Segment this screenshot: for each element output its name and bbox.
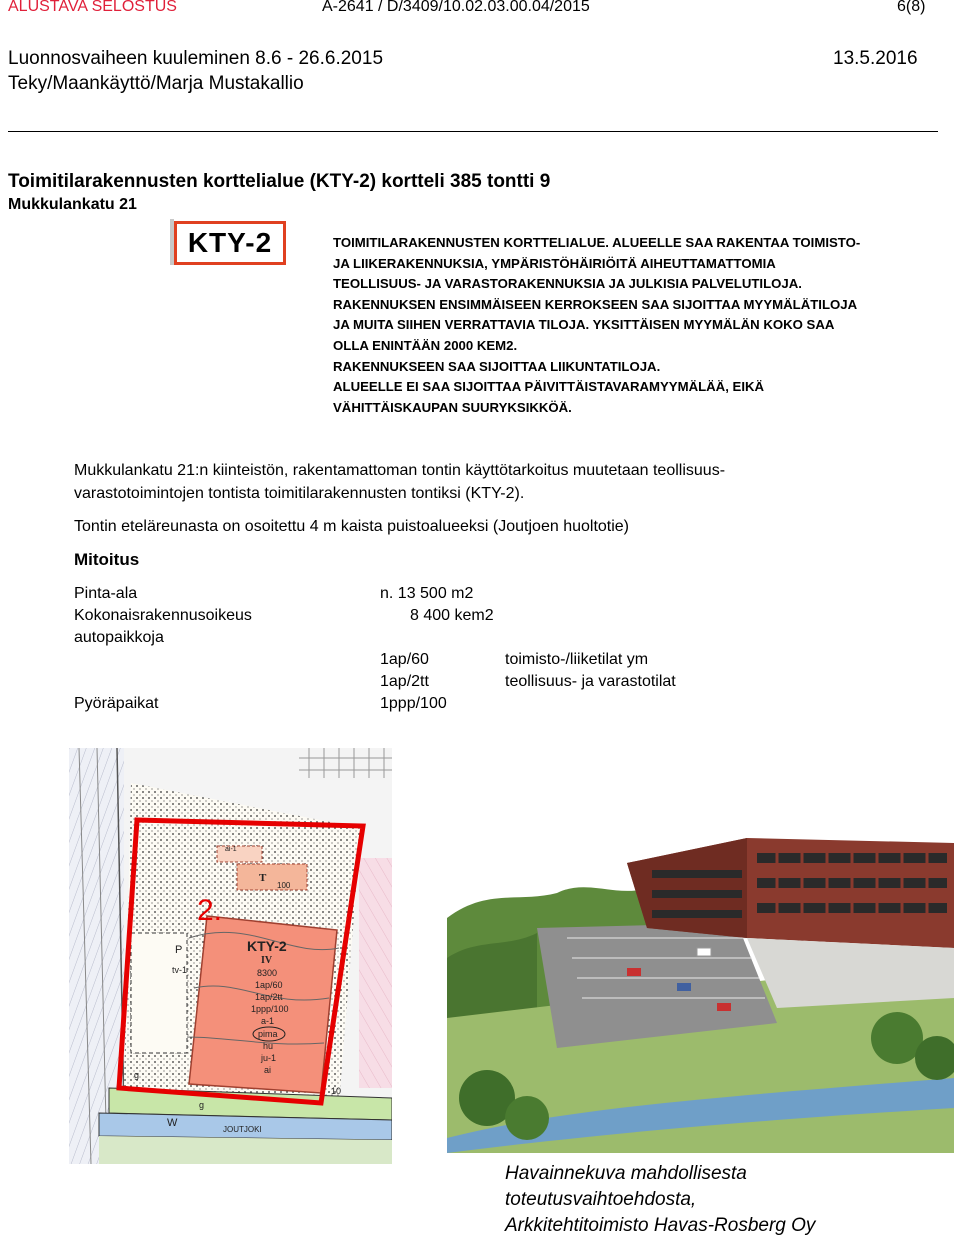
dimensioning-heading: Mitoitus: [74, 550, 140, 569]
map-reg-pima: pima: [258, 1029, 278, 1039]
map-g-label: g: [199, 1100, 205, 1110]
zoning-map-drawing: [69, 748, 392, 1164]
parking-industry-desc: teollisuus- ja varastotilat: [505, 673, 676, 690]
section-title: Toimitilarakennusten korttelialue (KTY-2) kortteli 385 tontti 9: [8, 171, 551, 192]
regulation-line: JA MUITA SIIHEN VERRATTAVIA TILOJA. YKSITTÄISEN MYYMÄLÄN KOKO SAA: [333, 317, 835, 333]
parking-office-desc: toimisto-/liiketilat ym: [505, 651, 649, 668]
regulation-line: TEOLLISUUS- JA VARASTORAKENNUKSIA JA JULKISIA PALVELUTILOJA.: [333, 276, 802, 292]
map-parking2: 1ap/2tt: [255, 992, 283, 1002]
car: [717, 1003, 731, 1011]
caption-line: Arkkitehtitoimisto Havas-Rosberg Oy: [505, 1215, 816, 1236]
zone-code-box: KTY-2: [174, 221, 286, 265]
regulation-line: OLLA ENINTÄÄN 2000 KEM2.: [333, 337, 518, 353]
map-bikes: 1ppp/100: [251, 1004, 289, 1014]
document-status: ALUSTAVA SELOSTUS: [8, 0, 177, 15]
map-marker: 2.: [197, 894, 223, 927]
area-label: Pinta-ala: [74, 585, 138, 602]
map-t-num: 100: [277, 881, 291, 890]
regulation-line: TOIMITILARAKENNUSTEN KORTTELIALUE. ALUEELLE SAA RAKENTAA TOIMISTO-: [333, 235, 861, 250]
map-w-label: W: [167, 1117, 178, 1129]
map-t-label: T: [259, 872, 267, 884]
map-zone-code: KTY-2: [247, 938, 287, 954]
south-area: [99, 1136, 392, 1164]
map-road-name: JOUTJOKI: [223, 1125, 262, 1134]
small-building: [237, 864, 307, 890]
author-line: Teky/Maankäyttö/Marja Mustakallio: [8, 73, 304, 94]
car: [677, 983, 691, 991]
car: [627, 968, 641, 976]
map-reg-ai: ai: [264, 1065, 272, 1075]
map-floors: IV: [261, 955, 273, 966]
regulation-line: VÄHITTÄISKAUPAN SUURYKSIKKÖÄ.: [333, 399, 572, 415]
map-reg-ju: ju-1: [261, 1053, 277, 1063]
map-top-code: ai-1: [225, 846, 237, 853]
page-number: 6(8): [897, 0, 926, 15]
caption-line: Havainnekuva mahdollisesta: [505, 1163, 747, 1184]
regulation-line: JA LIIKERAKENNUKSIA, YMPÄRISTÖHÄIRIÖITÄ AIHEUTTAMATTOMIA: [333, 255, 776, 271]
section-subtitle: Mukkulankatu 21: [8, 196, 137, 213]
neighbour-area: [359, 858, 392, 1088]
area-value: n. 13 500 m2: [380, 585, 474, 602]
phase-label: Luonnosvaiheen kuuleminen 8.6 - 26.6.2015: [8, 48, 384, 69]
regulation-line: RAKENNUKSEN ENSIMMÄISEEN KERROKSEEN SAA SIJOITTAA MYYMÄLÄTILOJA: [333, 296, 858, 312]
body-paragraph-line: varastotoimintojen tontista toimitilarakennusten tontiksi (KTY-2).: [74, 485, 525, 502]
rights-value: 8 400 kem2: [410, 607, 494, 624]
parking-office-value: 1ap/60: [380, 651, 429, 668]
body-paragraph-line: Mukkulankatu 21:n kiinteistön, rakentamattoman tontin käyttötarkoitus muutetaan teollisuus-: [74, 462, 726, 479]
document-date: 13.5.2016: [833, 48, 918, 69]
map-g-label: g: [134, 1070, 140, 1080]
bike-label: Pyöräpaikat: [74, 695, 159, 712]
parking-industry-value: 1ap/2tt: [380, 673, 429, 690]
map-ten: 10: [331, 1086, 342, 1096]
zoning-map: [69, 748, 392, 1164]
rights-label: Kokonaisrakennusoikeus: [74, 607, 252, 624]
plaza: [747, 938, 954, 1008]
map-p-label: P: [175, 944, 183, 956]
regulation-line: RAKENNUKSEEN SAA SIJOITTAA LIIKUNTATILOJA.: [333, 358, 661, 374]
bike-value: 1ppp/100: [380, 695, 447, 712]
regulation-text: [333, 233, 943, 418]
body-paragraph: Tontin eteläreunasta on osoitettu 4 m kaista puistoalueeksi (Joutjoen huoltotie): [74, 518, 630, 535]
map-reg-a: a-1: [261, 1016, 275, 1026]
map-reg-hu: hu: [263, 1041, 274, 1051]
parking-label: autopaikkoja: [74, 629, 164, 646]
regulation-line: ALUEELLE EI SAA SIJOITTAA PÄIVITTÄISTAVARAMYYMÄLÄÄ, EIKÄ: [333, 379, 765, 395]
caption-line: toteutusvaihtoehdosta,: [505, 1189, 697, 1210]
document-reference: A-2641 / D/3409/10.02.03.00.04/2015: [322, 0, 590, 15]
map-parking1: 1ap/60: [255, 980, 283, 990]
rendering-drawing: [447, 808, 954, 1153]
header-divider: [8, 131, 938, 132]
car: [697, 948, 711, 956]
map-tv-label: tv-1: [172, 965, 188, 975]
map-build-right: 8300: [257, 968, 278, 978]
architectural-rendering: [447, 808, 954, 1153]
